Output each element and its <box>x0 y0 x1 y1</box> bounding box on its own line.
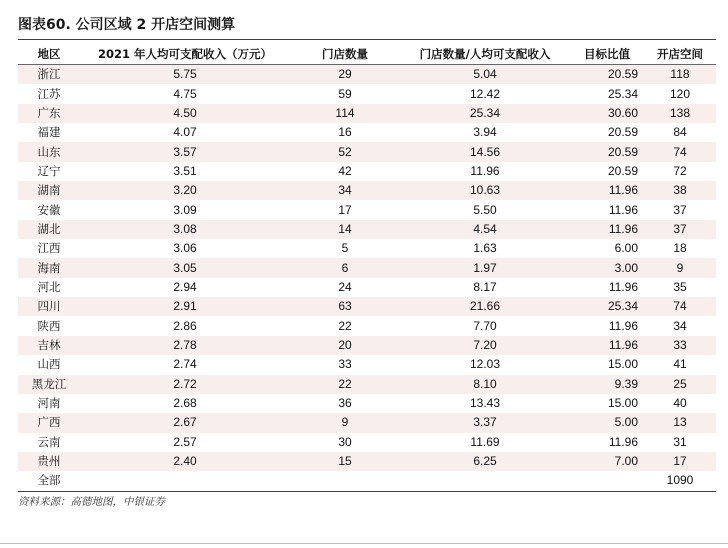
cell-region: 广西 <box>18 413 80 432</box>
table-row <box>18 278 716 297</box>
cell-store-count: 22 <box>338 318 352 333</box>
cell-target-ratio <box>570 471 644 491</box>
cell-ratio: 4.54 <box>400 220 570 239</box>
cell-store-count: 24 <box>338 279 352 294</box>
cell-ratio <box>400 471 570 491</box>
cell-income: 2.86 <box>173 318 197 333</box>
cell-target-ratio: 20.59 <box>570 142 644 161</box>
cell-store-count: 30 <box>338 434 352 449</box>
cell-income: 2.57 <box>173 434 197 449</box>
cell-target-ratio: 30.60 <box>570 104 644 123</box>
cell-region: 湖北 <box>18 220 80 239</box>
cell-store-space: 1090 <box>644 471 716 491</box>
cell-store-count: 59 <box>338 86 352 101</box>
cell-target-ratio: 6.00 <box>614 241 638 256</box>
cell-target-ratio: 5.00 <box>570 413 644 432</box>
cell-ratio: 5.50 <box>473 202 497 217</box>
cell-store-space: 35 <box>673 279 687 294</box>
cell-region: 山东 <box>18 142 80 161</box>
cell-store-count: 22 <box>290 375 400 394</box>
cell-region: 广东 <box>18 104 80 123</box>
cell-target-ratio: 15.00 <box>607 396 638 411</box>
cell-region: 山西 <box>37 357 61 372</box>
cell-region: 浙江 <box>18 65 80 85</box>
table-row <box>18 104 716 123</box>
cell-income: 3.09 <box>173 202 197 217</box>
cell-store-space: 120 <box>669 86 691 101</box>
cell-ratio: 21.66 <box>400 297 570 316</box>
cell-store-space: 74 <box>644 297 716 316</box>
cell-income <box>80 471 290 491</box>
cell-income: 4.75 <box>173 86 197 101</box>
cell-income: 2.40 <box>80 452 290 471</box>
cell-ratio: 6.25 <box>400 452 570 471</box>
cell-ratio: 14.56 <box>400 142 570 161</box>
cell-income: 3.06 <box>173 241 197 256</box>
cell-income: 3.08 <box>80 220 290 239</box>
table-row <box>18 200 716 219</box>
cell-ratio: 12.03 <box>469 357 501 372</box>
cell-target-ratio: 11.96 <box>608 318 638 333</box>
cell-ratio: 8.17 <box>473 279 497 294</box>
cell-target-ratio: 25.34 <box>607 86 638 101</box>
table-row <box>18 413 716 432</box>
cell-store-count: 16 <box>338 125 352 140</box>
cell-store-count: 34 <box>290 181 400 200</box>
cell-store-space: 33 <box>644 336 716 355</box>
table-row <box>18 452 716 471</box>
cell-ratio: 10.63 <box>400 181 570 200</box>
cell-region: 湖南 <box>18 181 80 200</box>
cell-income: 2.74 <box>173 357 197 372</box>
cell-store-space: 34 <box>673 318 687 333</box>
cell-income: 3.20 <box>80 181 290 200</box>
cell-target-ratio: 11.96 <box>570 336 644 355</box>
cell-store-count: 5 <box>341 241 349 256</box>
cell-ratio: 8.10 <box>400 375 570 394</box>
cell-store-count: 36 <box>338 396 352 411</box>
table-row <box>18 220 716 239</box>
cell-target-ratio: 11.96 <box>570 220 644 239</box>
table-body <box>18 65 716 492</box>
cell-ratio: 12.42 <box>469 86 501 101</box>
cell-ratio: 7.70 <box>473 318 497 333</box>
cell-region: 海南 <box>18 258 80 277</box>
cell-region: 陕西 <box>37 318 61 333</box>
cell-target-ratio: 25.34 <box>570 297 644 316</box>
cell-region: 江苏 <box>37 86 61 101</box>
cell-ratio: 3.37 <box>400 413 570 432</box>
title-bar <box>18 14 716 40</box>
cell-store-space: 138 <box>644 104 716 123</box>
cell-region: 河南 <box>37 396 61 411</box>
cell-region: 云南 <box>37 434 61 449</box>
cell-region: 贵州 <box>18 452 80 471</box>
table-row <box>18 181 716 200</box>
cell-target-ratio: 20.59 <box>607 163 638 178</box>
cell-ratio: 13.43 <box>469 396 501 411</box>
cell-ratio: 11.69 <box>470 434 500 449</box>
cell-store-space: 118 <box>644 65 716 85</box>
cell-region: 四川 <box>18 297 80 316</box>
table-row <box>18 123 716 142</box>
table-row <box>18 162 716 181</box>
cell-store-count: 20 <box>290 336 400 355</box>
cell-region: 福建 <box>37 125 61 140</box>
cell-target-ratio: 9.39 <box>570 375 644 394</box>
cell-income: 2.78 <box>80 336 290 355</box>
cell-income: 2.72 <box>80 375 290 394</box>
cell-store-count: 9 <box>290 413 400 432</box>
table-row <box>18 316 716 335</box>
cell-ratio: 3.94 <box>473 125 497 140</box>
cell-income: 2.94 <box>173 279 197 294</box>
cell-region: 吉林 <box>18 336 80 355</box>
cell-region: 江西 <box>37 241 61 256</box>
cell-store-count: 15 <box>290 452 400 471</box>
cell-store-space: 40 <box>673 396 687 411</box>
table-row <box>18 433 716 452</box>
cell-region: 辽宁 <box>37 163 61 178</box>
column-header-target-ratio: 目标比值 <box>570 44 644 65</box>
cell-target-ratio: 15.00 <box>607 357 638 372</box>
page-title: 图表60. 公司区域 2 开店空间测算 <box>18 17 236 33</box>
cell-income: 5.75 <box>80 65 290 85</box>
cell-store-space: 72 <box>673 163 687 178</box>
cell-store-space: 17 <box>644 452 716 471</box>
cell-income: 4.07 <box>173 125 197 140</box>
table-row <box>18 65 716 85</box>
cell-region: 河北 <box>37 279 61 294</box>
table-row <box>18 84 716 103</box>
cell-income: 2.91 <box>80 297 290 316</box>
cell-ratio: 11.96 <box>470 163 500 178</box>
cell-store-space: 25 <box>644 375 716 394</box>
table-total-row <box>18 471 716 491</box>
cell-target-ratio: 11.96 <box>608 434 638 449</box>
cell-target-ratio: 3.00 <box>570 258 644 277</box>
cell-target-ratio: 11.96 <box>570 181 644 200</box>
cell-store-count: 17 <box>338 202 352 217</box>
cell-target-ratio: 7.00 <box>570 452 644 471</box>
table-row <box>18 355 716 374</box>
cell-ratio: 5.04 <box>400 65 570 85</box>
bottom-divider <box>0 543 728 544</box>
cell-store-space: 84 <box>673 125 687 140</box>
cell-ratio: 1.97 <box>400 258 570 277</box>
column-header-region: 地区 <box>18 44 80 65</box>
table-row <box>18 239 716 258</box>
cell-ratio: 1.63 <box>473 241 497 256</box>
cell-target-ratio: 11.96 <box>608 279 638 294</box>
cell-ratio: 7.20 <box>400 336 570 355</box>
cell-store-count: 114 <box>290 104 400 123</box>
cell-store-count: 42 <box>338 163 352 178</box>
cell-store-space: 18 <box>673 241 687 256</box>
column-header-income: 2021 年人均可支配收入（万元） <box>80 44 290 65</box>
cell-income: 3.05 <box>80 258 290 277</box>
cell-store-space: 9 <box>644 258 716 277</box>
cell-store-space: 41 <box>673 357 687 372</box>
cell-store-space: 37 <box>644 220 716 239</box>
cell-store-count: 14 <box>290 220 400 239</box>
cell-income: 4.50 <box>80 104 290 123</box>
table-row <box>18 375 716 394</box>
cell-ratio: 25.34 <box>400 104 570 123</box>
table-row <box>18 394 716 413</box>
cell-store-space: 37 <box>673 202 687 217</box>
cell-store-space: 38 <box>644 181 716 200</box>
cell-store-count <box>290 471 400 491</box>
cell-target-ratio: 11.96 <box>608 202 638 217</box>
cell-region: 安徽 <box>37 202 61 217</box>
table-row <box>18 336 716 355</box>
cell-region: 黑龙江 <box>18 375 80 394</box>
cell-target-ratio: 20.59 <box>607 125 638 140</box>
cell-income: 3.51 <box>173 163 197 178</box>
source-note: 资料来源：高德地图，中银证券 <box>18 496 165 508</box>
column-header-ratio: 门店数量/人均可支配收入 <box>400 44 570 65</box>
cell-store-count: 63 <box>290 297 400 316</box>
cell-target-ratio: 20.59 <box>570 65 644 85</box>
table-row <box>18 297 716 316</box>
cell-store-space: 13 <box>644 413 716 432</box>
cell-store-count: 29 <box>290 65 400 85</box>
table-row <box>18 258 716 277</box>
cell-store-count: 52 <box>290 142 400 161</box>
cell-income: 2.67 <box>80 413 290 432</box>
table-row <box>18 142 716 161</box>
cell-store-count: 6 <box>290 258 400 277</box>
column-header-store-space: 开店空间 <box>644 44 716 65</box>
cell-income: 3.57 <box>80 142 290 161</box>
column-header-store-count: 门店数量 <box>290 44 400 65</box>
cell-income: 2.68 <box>173 396 197 411</box>
cell-store-space: 74 <box>644 142 716 161</box>
cell-store-count: 33 <box>338 357 352 372</box>
cell-store-space: 31 <box>673 434 687 449</box>
data-table <box>18 44 716 492</box>
cell-region: 全部 <box>18 471 80 491</box>
table-header-row <box>18 44 716 65</box>
